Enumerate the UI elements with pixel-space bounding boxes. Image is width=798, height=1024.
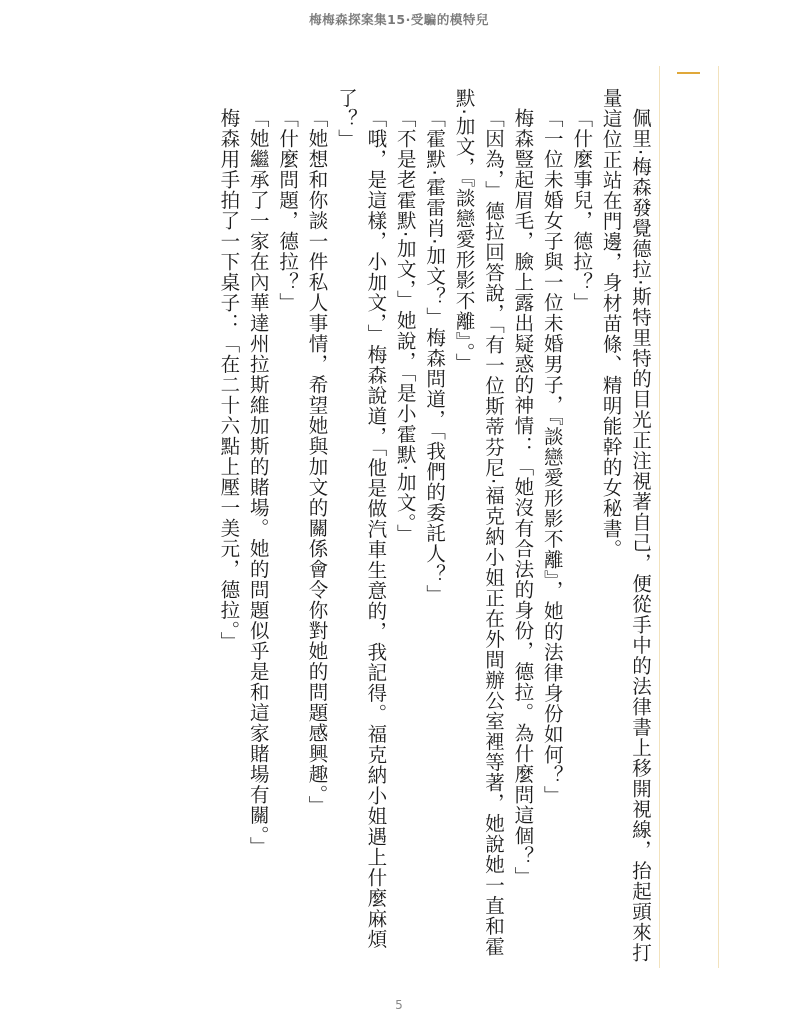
chapter-rule: [677, 72, 700, 74]
paragraph: 佩里·梅森發覺德拉·斯特里特的目光正注視著自己，便從手中的法律書上移開視線，抬起頭來打量這位正站在門邊，身材苗條、精明能幹的女秘書。: [599, 88, 652, 963]
paragraph: 「她想和你談一件私人事情，希望她與加文的關係會令你對她的問題感興趣。」: [305, 107, 329, 816]
paragraph: 「哦，是這樣，小加文，」梅森說道，「他是做汽車生意的，我記得。福克納小姐遇上什麼麻煩了？」: [334, 88, 388, 949]
paragraph: 「什麼事兒，德拉？」: [570, 107, 594, 313]
paragraph: 「一位未婚女子與一位未婚男子，『談戀愛形影不離』，她的法律身份如何？」: [540, 107, 564, 806]
paragraph: 「什麼問題，德拉？」: [276, 107, 300, 313]
margin-line-left: [659, 66, 660, 968]
paragraph: 「她繼承了一家在內華達州拉斯維加斯的賭場。她的問題似乎是和這家賭場有關。」: [246, 107, 270, 857]
paragraph: 「不是老霍默·加文，」她說，「是小霍默·加文。」: [393, 107, 417, 544]
paragraph: 梅森用手拍了一下桌子：「在二十六點上壓一美元，德拉。」: [217, 107, 241, 652]
paragraph: 「霍默·霍雷肖·加文？」梅森問道，「我們的委託人？」: [423, 107, 447, 605]
running-header: 梅梅森探案集15·受騙的模特兒: [309, 12, 489, 27]
paragraph: 「因為，」德拉回答說，「有一位斯蒂芬尼·福克納小姐正在外間辦公室裡等著，她說她一直和霍默·加文，『談戀愛形影不離』。」: [452, 88, 505, 957]
margin-line-right: [718, 66, 719, 968]
page-number: 5: [395, 998, 403, 1012]
body-text: [75, 88, 655, 968]
paragraph: 梅森豎起眉毛，臉上露出疑惑的神情：「她沒有合法的身份，德拉。為什麼問這個？」: [511, 107, 535, 887]
